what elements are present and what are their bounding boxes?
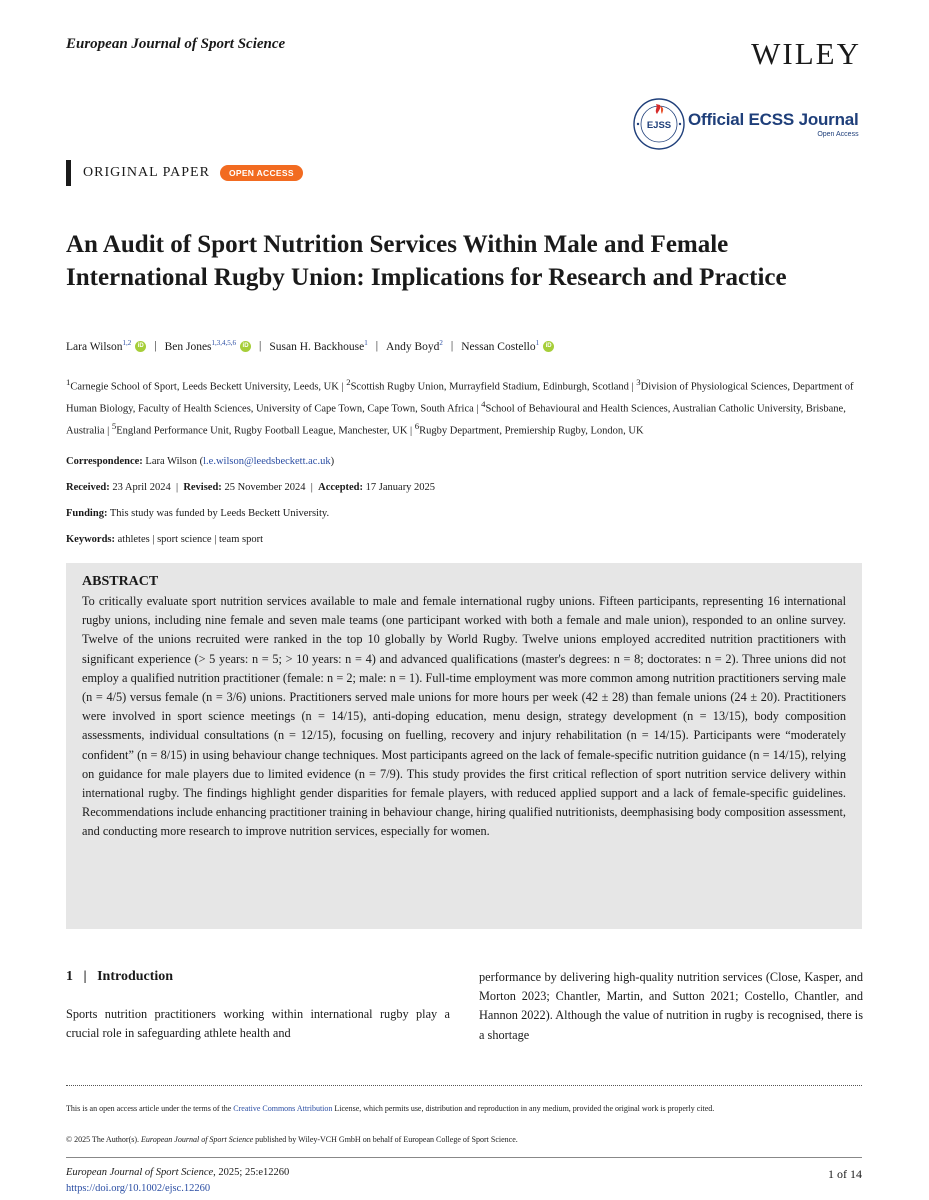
page-number: 1 of 14: [828, 1167, 862, 1181]
keyword: sport science: [157, 534, 212, 545]
article-dates: Received: 23 April 2024 | Revised: 25 November 2024 | Accepted: 17 January 2025: [66, 482, 436, 493]
ecss-badge: [632, 94, 872, 154]
paper-type-bar: [66, 160, 71, 186]
affiliation: Carnegie School of Sport, Leeds Beckett University, Leeds, UK: [70, 381, 339, 393]
abstract-body: To critically evaluate sport nutrition services available to male and female international rugby unions. Fifteen participants, representing 16 international rugby unions, including nine female and seven male teams (one participant worked with both a female and male union), responded to an online survey. Twelve of the unions recruited were ranked in the top 10 globally by World Rugby. Twelve unions employed accredited nutrition practitioners with significant experience (> 5 years: n = 5; > 10 years: n = 4) and advanced qualifications (master's degrees: n = 8; doctorates: n = 2). Three unions did not employ a qualified nutrition practitioner (female: n = 2; male: n = 1). Full-time employment was more common among nutrition practitioners serving male (n = 4/5) versus female (n = 3/6) unions. Practitioners served male unions for more hours per week (42 ± 28) than female unions (24 ± 20). Practitioners were involved in sport science meetings (n = 14/15), anti-doping education, menu design, strategy development (n = 13/15), body composition assessments, individual consultations (n = 12/15), focusing on fuelling, recovery and injury rehabilitation (n = 14/15). Participants were “moderately confident” (n = 8/15) in using behaviour change techniques. Most participants agreed on the lack of female-specific nutrition guidance (n = 14/15), relying on guidance for male players due to limited evidence (n = 7/9). This study provides the first critical reflection of sport nutrition service delivery within international rugby. The findings highlight gender disparities for female players, with reduced applied support and a lack of female-specific guidelines. Recommendations include enhancing practitioner training in behaviour change, hiring qualified nutritionists, deemphasising body composition assessment, and conducting more research to improve nutrition services, especially for women.: [82, 594, 846, 839]
ecss-badge-subtitle: Open Access: [817, 131, 859, 138]
affiliation: School of Behavioural and Health Sciences, Australian Catholic University, Brisbane, Australia: [66, 403, 846, 437]
article-title: An Audit of Sport Nutrition Services Within Male and Female International Rugby Union: Implications for Research and Practice: [66, 231, 787, 291]
keyword: team sport: [218, 534, 263, 545]
paper-type-row: [66, 160, 303, 186]
footer-divider: [66, 1157, 862, 1158]
affiliation: England Performance Unit, Rugby Football League, Manchester, UK: [116, 425, 408, 437]
author[interactable]: Andy Boyd$^2$: [386, 339, 443, 353]
funding: Funding: This study was funded by Leeds Beckett University.: [66, 508, 330, 519]
license-note: This is an open access article under the terms of the Creative Commons Attribution License, which permits use, distribution and reproduction in any medium, provided the original work is properly cited.: [66, 1104, 715, 1113]
abstract-heading: ABSTRACT: [82, 574, 159, 589]
affiliation: Division of Physiological Sciences, Department of Human Biology, Faculty of Health Sciences, University of Cape Town, Cape Town, South Africa: [66, 381, 854, 415]
affiliation: Scottish Rugby Union, Murrayfield Stadium, Edinburgh, Scotland: [350, 381, 629, 393]
ecss-seal-text: EJSS: [646, 120, 672, 131]
ecss-seal-icon: [632, 97, 686, 151]
author-separator: |: [450, 340, 454, 352]
orcid-icon[interactable]: iD: [240, 341, 251, 352]
ecss-badge-title: Official ECSS Journal: [688, 110, 859, 129]
cc-license-link[interactable]: Creative Commons Attribution: [233, 1104, 333, 1113]
footer-citation: European Journal of Sport Science, 2025; 25:e12260: [66, 1167, 290, 1178]
open-access-badge: OPEN ACCESS: [220, 165, 303, 181]
intro-text-left-column: Sports nutrition practitioners working within international rugby play a crucial role in safeguarding athlete health and: [66, 1007, 450, 1041]
author-separator: |: [259, 340, 262, 352]
paper-type-label: ORIGINAL PAPER: [83, 165, 210, 180]
orcid-icon[interactable]: iD: [135, 341, 146, 352]
affiliations: $^1$Carnegie School of Sport, Leeds Beckett University, Leeds, UK | $^2$Scottish Rugby Union, Murrayfield Stadium, Edinburgh, Scotland | $^3$Division of Physiological Sciences, Department of Human Biology, Faculty of Health Sciences, University of Cape Town, Cape Town, South Africa | $^4$School of Behavioural and Health Sciences, Australian Catholic University, Brisbane, Australia | $^5$England Performance Unit, Rugby Football League, Manchester, UK | $^6$Rugby Department, Premiership Rugby, London, UK: [66, 377, 854, 437]
affiliation: Rugby Department, Premiership Rugby, London, UK: [419, 425, 644, 437]
journal-name: European Journal of Sport Science: [66, 36, 286, 52]
section-heading-introduction: 1 | Introduction: [66, 969, 174, 984]
author[interactable]: Ben Jones$^{1,3,4,5,6}$: [164, 339, 237, 353]
author[interactable]: Lara Wilson$^{1,2}$: [66, 339, 132, 353]
abstract-box: [66, 563, 862, 929]
copyright-note: © 2025 The Author(s). European Journal of Sport Science published by Wiley-VCH GmbH on behalf of European College of Sport Science.: [66, 1135, 518, 1144]
author-separator: |: [375, 340, 379, 352]
author[interactable]: Susan H. Backhouse$^1$: [269, 339, 368, 353]
publisher-logo: WILEY: [751, 36, 861, 71]
keyword: athletes: [117, 534, 150, 545]
orcid-icon[interactable]: iD: [543, 341, 554, 352]
correspondence-email-link[interactable]: l.e.wilson@leedsbeckett.ac.uk: [203, 456, 331, 467]
author[interactable]: Nessan Costello$^1$: [461, 339, 540, 353]
correspondence: Correspondence: Lara Wilson (l.e.wilson@leedsbeckett.ac.uk): [66, 456, 335, 467]
footnote-divider: [66, 1085, 862, 1086]
author-separator: |: [154, 340, 157, 352]
keywords: Keywords: athletes | sport science | team sport: [66, 534, 263, 545]
intro-text-right-column: performance by delivering high-quality nutrition services (Close, Kasper, and Morton 2023; Chantler, Martin, and Sutton 2021; Costello, Chantler, and Hannon 2022). Although the value of nutrition in rugby is recognised, there is a shortage: [479, 970, 863, 1042]
author-list: [66, 339, 554, 353]
doi-link[interactable]: https://doi.org/10.1002/ejsc.12260: [66, 1183, 211, 1194]
